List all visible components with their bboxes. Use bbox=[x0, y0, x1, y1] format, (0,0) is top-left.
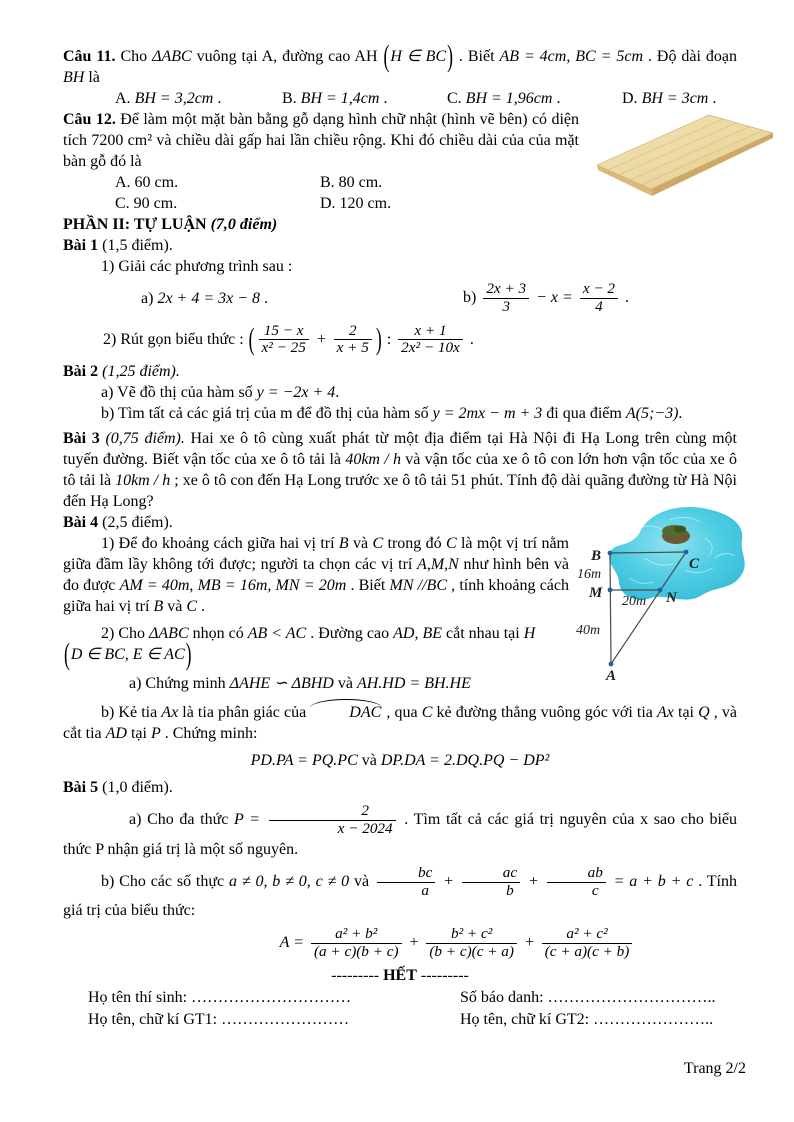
bai4-part2: 2) Cho ΔABC nhọn có AB < AC . Đường cao AD, BE cắt nhau tại H bbox=[101, 625, 536, 643]
wood-plank-illustration bbox=[587, 103, 782, 206]
footer-row-2 bbox=[63, 1009, 737, 1030]
proctor1-signature-line: Họ tên, chữ kí GT1: …………………… bbox=[88, 1010, 350, 1028]
cau12-block bbox=[63, 109, 737, 214]
phan2-heading: PHẦN II: TỰ LUẬN (7,0 điểm) bbox=[63, 216, 278, 234]
measure-label-20m: 20m bbox=[622, 594, 647, 610]
bai2-b: b) Tìm tất cả các giá trị của m để đồ thị của hàm số y = 2mx − m + 3 đi qua điểm A(5;−3). bbox=[101, 405, 683, 423]
bai4-heading: Bài 4 (2,5 điểm). bbox=[63, 514, 173, 532]
point-label-N: N bbox=[666, 590, 677, 607]
cau11-text: Câu 11. Cho ΔABC vuông tại A, đường cao AH (H ∈ BC) . Biết AB = 4cm, BC = 5cm . Độ dài đoạn BH là bbox=[63, 38, 738, 87]
bai4-block bbox=[63, 512, 737, 771]
candidate-name-line: Họ tên thí sinh: ………………………… bbox=[88, 988, 352, 1006]
page-number: Trang 2/2 bbox=[683, 1060, 746, 1077]
bai4-part2a: a) Chứng minh ΔAHE ∽ ΔBHD và AH.HD = BH.HE bbox=[129, 675, 471, 693]
bai4-center-formula: PD.PA = PQ.PC và DP.DA = 2.DQ.PQ − DP² bbox=[250, 752, 550, 770]
measure-label-16m: 16m bbox=[577, 567, 602, 583]
proctor2-signature-line: Họ tên, chữ kí GT2: ………………….. bbox=[460, 1010, 714, 1028]
cau11-option-c: C. BH = 1,96cm . bbox=[447, 90, 561, 108]
lake-diagram bbox=[575, 498, 787, 688]
cau11-option-a: A. BH = 3,2cm . bbox=[115, 90, 222, 108]
bai1-eq-a: a) 2x + 4 = 3x − 8 . bbox=[141, 289, 269, 307]
wood-table-image bbox=[587, 103, 782, 206]
cau11-options bbox=[63, 88, 737, 109]
cau12-option-a: A. 60 cm. bbox=[115, 174, 179, 192]
bai1-equations-row bbox=[63, 280, 737, 316]
bai4-part1: 1) Để đo khoảng cách giữa hai vị trí B và C trong đó C là một vị trí nằm giữa đầm lầy không tới được; người ta chọn các vị trí A,M,N như hình bên và đo được AM = 40m, MB = 16m, MN = 20m . Biết MN //BC , tính khoảng cách giữa hai vị trí B và C . bbox=[63, 535, 570, 616]
bai1-eq-2: 2) Rút gọn biểu thức : ( $\frac{15 - x}{\text{x² − 25}}$ + $\frac{2}{x + 5}$ ) : $\frac{x + 1}{\text{2x² − 10x}}$ . bbox=[103, 320, 474, 357]
bai3-text: Bài 3 (0,75 điểm). Hai xe ô tô cùng xuất phát từ một địa điểm tại Hà Nội đi Hạ Long trên cùng một tuyến đường. Biết vận tốc của xe ô tô tải là 40km / h và vận tốc của xe ô tô con lớn hơn vận tốc của xe ô tô tải là 10km / h ; xe ô tô con đến Hạ Long trước xe ô tô tải 51 phút. Tính độ dài quãng đường từ Hà Nội đến Hạ Long? bbox=[63, 430, 738, 511]
bai2-a: a) Vẽ đồ thị của hàm số y = −2x + 4. bbox=[101, 384, 340, 402]
bai5-heading: Bài 5 (1,0 điểm). bbox=[63, 779, 173, 797]
cau11-option-b: B. BH = 1,4cm . bbox=[282, 90, 388, 108]
cau11-option-d: D. BH = 3cm . bbox=[622, 90, 717, 108]
point-label-C: C bbox=[689, 556, 700, 573]
cau12-option-d: D. 120 cm. bbox=[320, 195, 392, 213]
cau12-text: Câu 12. Để làm một mặt bàn bằng gỗ dạng hình chữ nhật (hình vẽ bên) có diện tích 7200 cm² và chiều dài gấp hai lần chiều rộng. Khi đó chiều dài của của mặt bàn gỗ đó là bbox=[63, 111, 580, 171]
point-label-B: B bbox=[591, 548, 602, 565]
point-label-A: A bbox=[606, 668, 617, 685]
point-label-M: M bbox=[589, 585, 603, 602]
bai4-part2-cont: (D ∈ BC, E ∈ AC) bbox=[64, 636, 192, 672]
bai2-heading: Bài 2 (1,25 điểm). bbox=[63, 363, 180, 381]
measure-label-40m: 40m bbox=[576, 623, 601, 639]
bai1-eq-b: b) $\frac{2x + 3}{3}$ − x = $\frac{x - 2}{4}$ . bbox=[463, 280, 629, 315]
bai5-b: b) Cho các số thực a ≠ 0, b ≠ 0, c ≠ 0 và $\frac{bc}{a}$ + $\frac{ac}{b}$ + $\frac{ab}{c}$ = a + b + c . Tính giá trị của biểu thức: bbox=[63, 863, 737, 920]
bai5-formula: A = $\frac{\text{a² + b²}}{(a + c)(b + c)}$ + $\frac{\text{b² + c²}}{(b + c)(c + a)}$ + $\frac{\text{a² + c²}}{(c + a)(c + b)}$ bbox=[63, 925, 737, 961]
footer-row-1 bbox=[63, 987, 737, 1008]
cau12-options bbox=[63, 172, 579, 214]
bai4-part2b: b) Kẻ tia Ax là tia phân giác của DAC , qua C kẻ đường thẳng vuông góc với tia Ax tại Q , và cắt tia AD tại P . Chứng minh: bbox=[63, 704, 737, 743]
bai1-heading: Bài 1 (1,5 điểm). bbox=[63, 237, 173, 255]
het-line: --------- HẾT --------- bbox=[331, 966, 469, 984]
lake-figure bbox=[575, 498, 787, 688]
cau12-option-c: C. 90 cm. bbox=[115, 195, 178, 213]
registration-number-line: Số báo danh: ………………………….. bbox=[460, 988, 716, 1006]
cau12-option-b: B. 80 cm. bbox=[320, 174, 383, 192]
bai5-a: a) Cho đa thức P = $\frac{2}{x - 2024}$ . Tìm tất cả các giá trị nguyên của x sao cho biểu thức P nhận giá trị là một số nguyên. bbox=[63, 802, 738, 858]
bai1-intro: 1) Giải các phương trình sau : bbox=[101, 258, 293, 276]
